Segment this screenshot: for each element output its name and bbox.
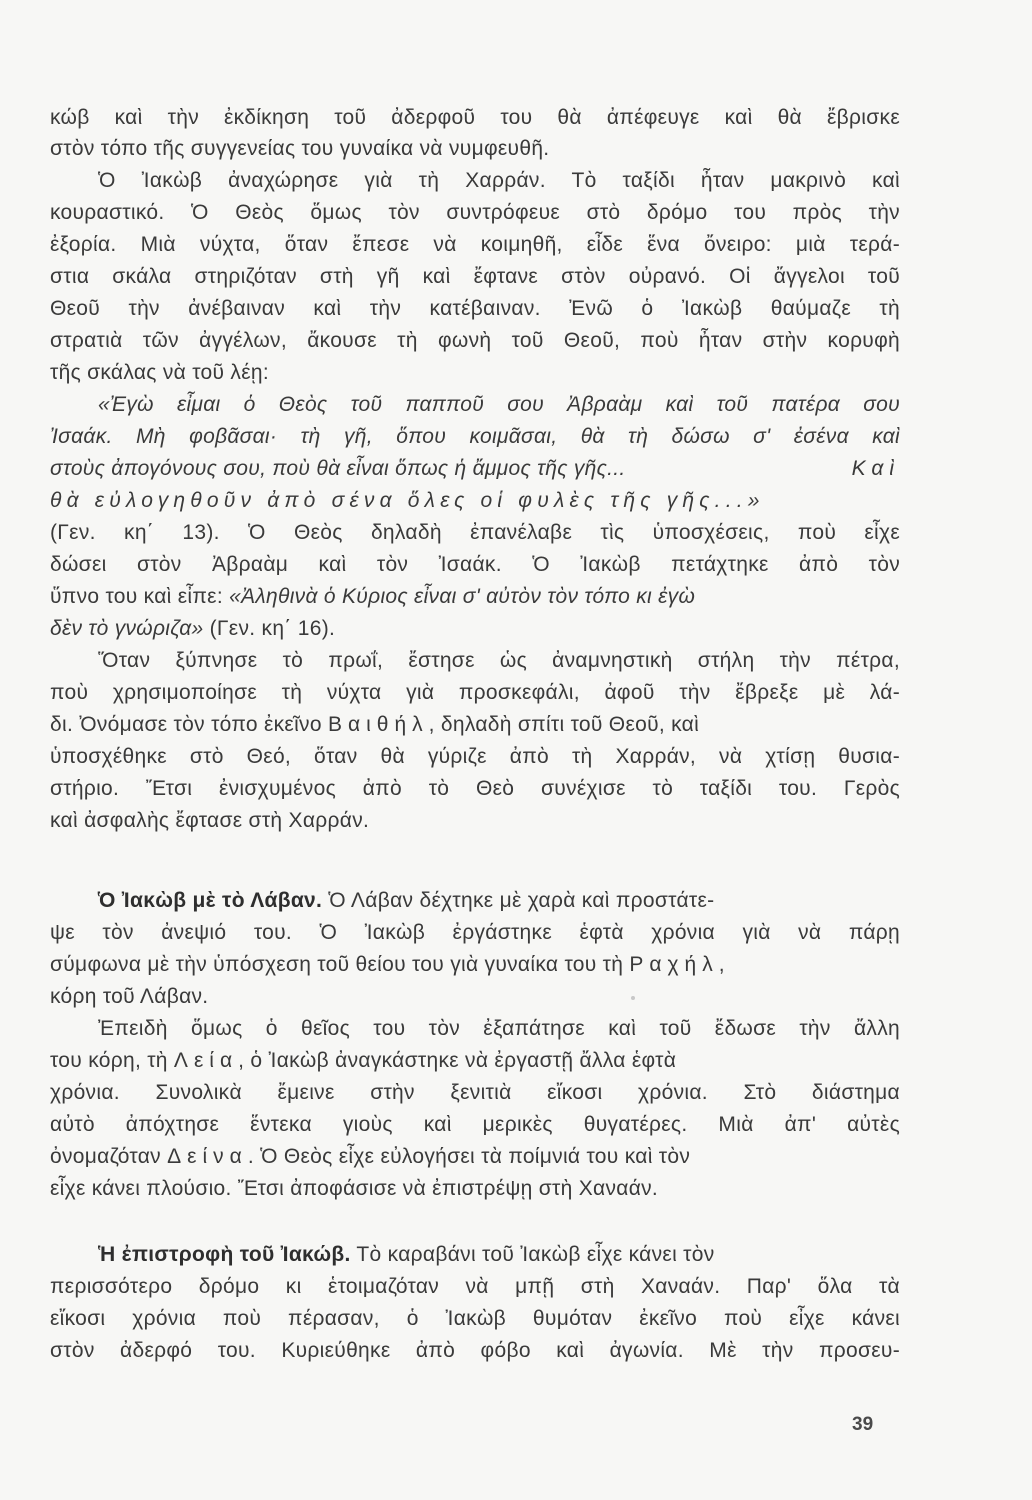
section-heading: Ἡ ἐπιστροφὴ τοῦ Ἰακώβ. <box>98 1243 351 1266</box>
text-line: αὐτὸ ἀπόχτησε ἕντεκα γιοὺς καὶ μερικὲς θυγατέρες. Μιὰ ἀπ' αὐτὲς <box>50 1113 900 1136</box>
quote-inline: «Ἀληθινὰ ὁ Κύριος εἶναι σ' αὐτὸν τὸν τόπο κι ἐγὼ <box>229 585 696 608</box>
text-line <box>50 950 900 980</box>
text-line: Ὅταν ξύπνησε τὸ πρωΐ, ἔστησε ὡς ἀναμνηστικὴ στήλη τὴν πέτρα, <box>98 649 900 672</box>
text-line <box>50 582 900 612</box>
section-heading: Ὁ Ἰακὼβ μὲ τὸ Λάβαν. <box>98 889 323 912</box>
section-heading-line <box>50 886 900 916</box>
quote-line: Ἰσαάκ. Μὴ φοβᾶσαι· τὴ γῆ, ὅπου κοιμᾶσαι, θὰ τὴ δώσω σ' ἐσένα καὶ <box>50 425 900 448</box>
paper-speck <box>631 996 635 1000</box>
text-line <box>50 1142 900 1172</box>
text-line: περισσότερο δρόμο κι ἑτοιμαζόταν νὰ μπῇ στὴ Χαναάν. Παρ' ὅλα τὰ <box>50 1275 900 1298</box>
text-span: του κόρη, τὴ <box>50 1049 174 1072</box>
quote-text: στοὺς ἀπογόνους σου, ποὺ θὰ εἶναι ὅπως ἡ ἄμμος τῆς γῆς... <box>50 457 626 480</box>
text-line: ὑποσχέθηκε στὸ Θεό, ὅταν θὰ γύριζε ἀπὸ τὴ Χαρράν, νὰ χτίσῃ θυσια- <box>50 745 900 768</box>
text-span: ὕπνο του καὶ εἶπε: <box>50 585 230 608</box>
text-line: κουραστικό. Ὁ Θεὸς ὅμως τὸν συντρόφευε στὸ δρόμο του πρὸς τὴν <box>50 201 900 224</box>
text-span: (Γεν. κη΄ 16). <box>203 617 336 640</box>
person-name-deina: Δείνα <box>167 1145 248 1168</box>
person-name-leia: Λεία <box>173 1049 239 1072</box>
text-line: χρόνια. Συνολικὰ ἔμεινε στὴν ξενιτιὰ εἴκοσι χρόνια. Στὸ διάστημα <box>50 1081 900 1104</box>
text-line: κόρη τοῦ Λάβαν. <box>50 985 209 1008</box>
text-line <box>50 710 900 740</box>
text-line: εἴκοσι χρόνια ποὺ πέρασαν, ὁ Ἰακὼβ θυμόταν ἐκεῖνο ποὺ εἶχε κάνει <box>50 1307 900 1330</box>
text-line <box>50 614 900 644</box>
text-line: ποὺ χρησιμοποίησε τὴ νύχτα γιὰ προσκεφάλι, ἀφοῦ τὴν ἔβρεξε μὲ λά- <box>50 681 900 704</box>
page-number: 39 <box>852 1414 874 1435</box>
text-span: , δηλαδὴ σπίτι τοῦ Θεοῦ, καὶ <box>428 713 700 736</box>
text-line: στήριο. Ἔτσι ἐνισχυμένος ἀπὸ τὸ Θεὸ συνέχισε τὸ ταξίδι του. Γερὸς <box>50 777 900 800</box>
quote-spaced-word: Καὶ <box>851 457 900 480</box>
text-span: δι. Ὀνόμασε τὸν τόπο ἐκεῖνο <box>50 713 328 736</box>
person-name-rachel: Ραχήλ, <box>629 953 731 976</box>
text-span: σύμφωνα μὲ τὴν ὑπόσχεση τοῦ θείου του γιὰ γυναίκα του τὴ <box>50 953 630 976</box>
text-line: στὸν ἀδερφό του. Κυριεύθηκε ἀπὸ φόβο καὶ ἀγωνία. Μὲ τὴν προσευ- <box>50 1339 900 1362</box>
text-line: ψε τὸν ἀνεψιό του. Ὁ Ἰακὼβ ἐργάστηκε ἑφτὰ χρόνια γιὰ νὰ πάρῃ <box>50 921 900 944</box>
text-line: στρατιὰ τῶν ἀγγέλων, ἄκουσε τὴ φωνὴ τοῦ Θεοῦ, ποὺ ἦταν στὴν κορυφὴ <box>50 329 900 352</box>
text-line: ἐξορία. Μιὰ νύχτα, ὅταν ἔπεσε νὰ κοιμηθῆ, εἶδε ἕνα ὄνειρο: μιὰ τερά- <box>50 233 900 256</box>
text-span: , ὁ Ἰακὼβ ἀναγκάστηκε νὰ ἐργαστῇ ἄλλα ἑφτὰ <box>238 1049 677 1072</box>
quote-line <box>50 454 900 484</box>
place-name-baithel: Βαιθήλ <box>327 713 429 736</box>
text-line: Ἐπειδὴ ὅμως ὁ θεῖος του τὸν ἐξαπάτησε καὶ τοῦ ἔδωσε τὴν ἄλλη <box>98 1017 900 1040</box>
text-line <box>50 1046 900 1076</box>
text-span: ὀνομαζόταν <box>50 1145 168 1168</box>
text-span: . Ὁ Θεὸς εἶχε εὐλογήσει τὰ ποίμνιά του καὶ τὸν <box>247 1145 691 1168</box>
text-line: Θεοῦ τὴν ἀνέβαιναν καὶ τὴν κατέβαιναν. Ἐνῶ ὁ Ἰακὼβ θαύμαζε τὴ <box>50 297 900 320</box>
text-line: καὶ ἀσφαλὴς ἔφτασε στὴ Χαρράν. <box>50 809 370 832</box>
quote-line: θὰ εὐλογηθοῦν ἀπὸ σένα ὅλες οἱ φυλὲς τῆς γῆς...» <box>50 489 765 512</box>
quote-inline: δὲν τὸ γνώριζα» <box>50 617 204 640</box>
text-line: (Γεν. κη΄ 13). Ὁ Θεὸς δηλαδὴ ἐπανέλαβε τὶς ὑποσχέσεις, ποὺ εἶχε <box>50 521 900 544</box>
text-line: δώσει στὸν Ἀβραὰμ καὶ τὸν Ἰσαάκ. Ὁ Ἰακὼβ πετάχτηκε ἀπὸ τὸν <box>50 553 900 576</box>
text-line: στια σκάλα στηριζόταν στὴ γῆ καὶ ἔφτανε στὸν οὐρανό. Οἱ ἄγγελοι τοῦ <box>50 265 900 288</box>
text-line: τῆς σκάλας νὰ τοῦ λέῃ: <box>50 361 269 384</box>
text-line: εἶχε κάνει πλούσιο. Ἔτσι ἀποφάσισε νὰ ἐπιστρέψῃ στὴ Χαναάν. <box>50 1177 659 1200</box>
text-line: Ὁ Ἰακὼβ ἀναχώρησε γιὰ τὴ Χαρράν. Τὸ ταξίδι ἦταν μακρινὸ καὶ <box>98 169 900 192</box>
quote-line: «Ἐγὼ εἶμαι ὁ Θεὸς τοῦ παπποῦ σου Ἀβραὰμ καὶ τοῦ πατέρα σου <box>98 393 900 416</box>
text-span: Τὸ καραβάνι τοῦ Ἰακὼβ εἶχε κάνει τὸν <box>350 1243 715 1266</box>
section-heading-line <box>50 1240 900 1270</box>
text-line: κώβ καὶ τὴν ἐκδίκηση τοῦ ἀδερφοῦ του θὰ ἀπέφευγε καὶ θὰ ἔβρισκε <box>50 106 900 129</box>
text-line: στὸν τόπο τῆς συγγενείας του γυναίκα νὰ νυμφευθῆ. <box>50 137 550 160</box>
text-span: Ὁ Λάβαν δέχτηκε μὲ χαρὰ καὶ προστάτε- <box>322 889 715 912</box>
